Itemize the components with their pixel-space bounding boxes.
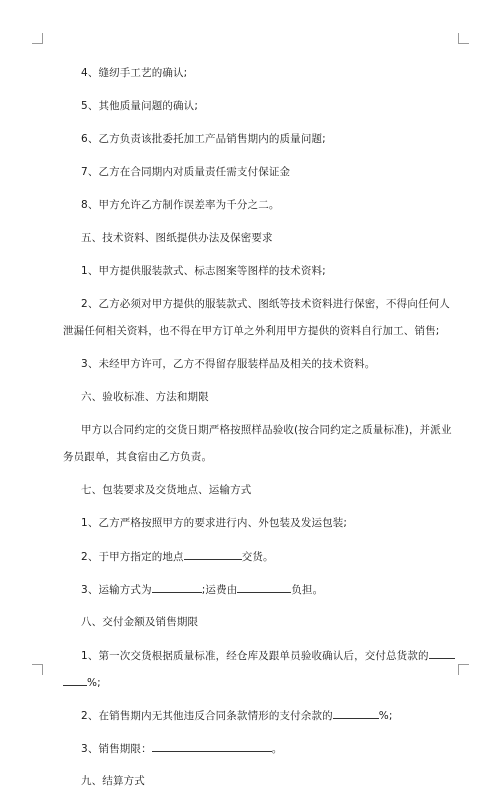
section-8-item-2: 2、在销售期内无其他违反合同条款情形的支付余款的 %; [63,706,443,725]
section-8-item-1-line-1: 1、第一次交货根据质量标准，经仓库及跟单员验收确认后，交付总货款的 [63,646,443,665]
section-5-item-2-line-1: 2、乙方必须对甲方提供的服装款式、图纸等技术资料进行保密，不得向任何人 [81,298,450,310]
section-7-item-2: 2、于甲方指定的地点 交货。 [63,547,443,566]
delivery-location-blank[interactable] [184,547,242,560]
clause-4: 4、缝纫手工艺的确认; [81,67,188,79]
transport-method-blank[interactable] [152,580,202,593]
clause-7: 7、乙方在合同期内对质量责任需支付保证金 [81,166,291,178]
section-6-text-line-2: 务员跟单，其食宿由乙方负责。 [63,451,213,463]
section-7-item-3: 3、运输方式为 ;运费由 负担。 [63,580,443,599]
crop-mark-bottom-right [458,664,469,675]
section-8-item-3: 3、销售期限： 。 [63,739,443,758]
section-9-heading: 九、结算方式 [81,775,145,787]
sales-period-blank[interactable] [152,739,272,752]
crop-mark-top-right [458,33,469,44]
section-7-item-1: 1、乙方严格按照甲方的要求进行内、外包装及发运包装; [81,517,348,529]
section-7-heading: 七、包装要求及交货地点、运输方式 [81,484,252,496]
section-8-item-1-line-2: %; [63,673,443,692]
crop-mark-bottom-left [32,664,43,675]
crop-mark-top-left [32,33,43,44]
section-6-heading: 六、验收标准、方法和期限 [81,391,209,403]
section-6-text-line-1: 甲方以合同约定的交货日期严格按照样品验收(按合同约定之质量标准)，并派业 [81,424,452,436]
first-payment-percent-blank-part-2[interactable] [63,673,87,686]
balance-payment-percent-blank[interactable] [333,706,379,719]
clause-5: 5、其他质量问题的确认; [81,100,199,112]
freight-payer-blank[interactable] [237,580,291,593]
document-body [63,64,452,805]
clause-8: 8、甲方允许乙方制作误差率为千分之二。 [81,199,280,211]
first-payment-percent-blank-part-1[interactable] [429,646,455,659]
section-5-heading: 五、技术资料、图纸提供办法及保密要求 [81,232,273,244]
section-5-item-2-line-2: 泄漏任何相关资料，也不得在甲方订单之外利用甲方提供的资料自行加工、销售; [63,325,440,337]
clause-6: 6、乙方负责该批委托加工产品销售期内的质量问题; [81,133,326,145]
section-5-item-1: 1、甲方提供服装款式、标志图案等图样的技术资料; [81,265,326,277]
section-5-item-3: 3、未经甲方许可，乙方不得留存服装样品及相关的技术资料。 [81,358,376,370]
section-8-heading: 八、交付金额及销售期限 [81,616,199,628]
